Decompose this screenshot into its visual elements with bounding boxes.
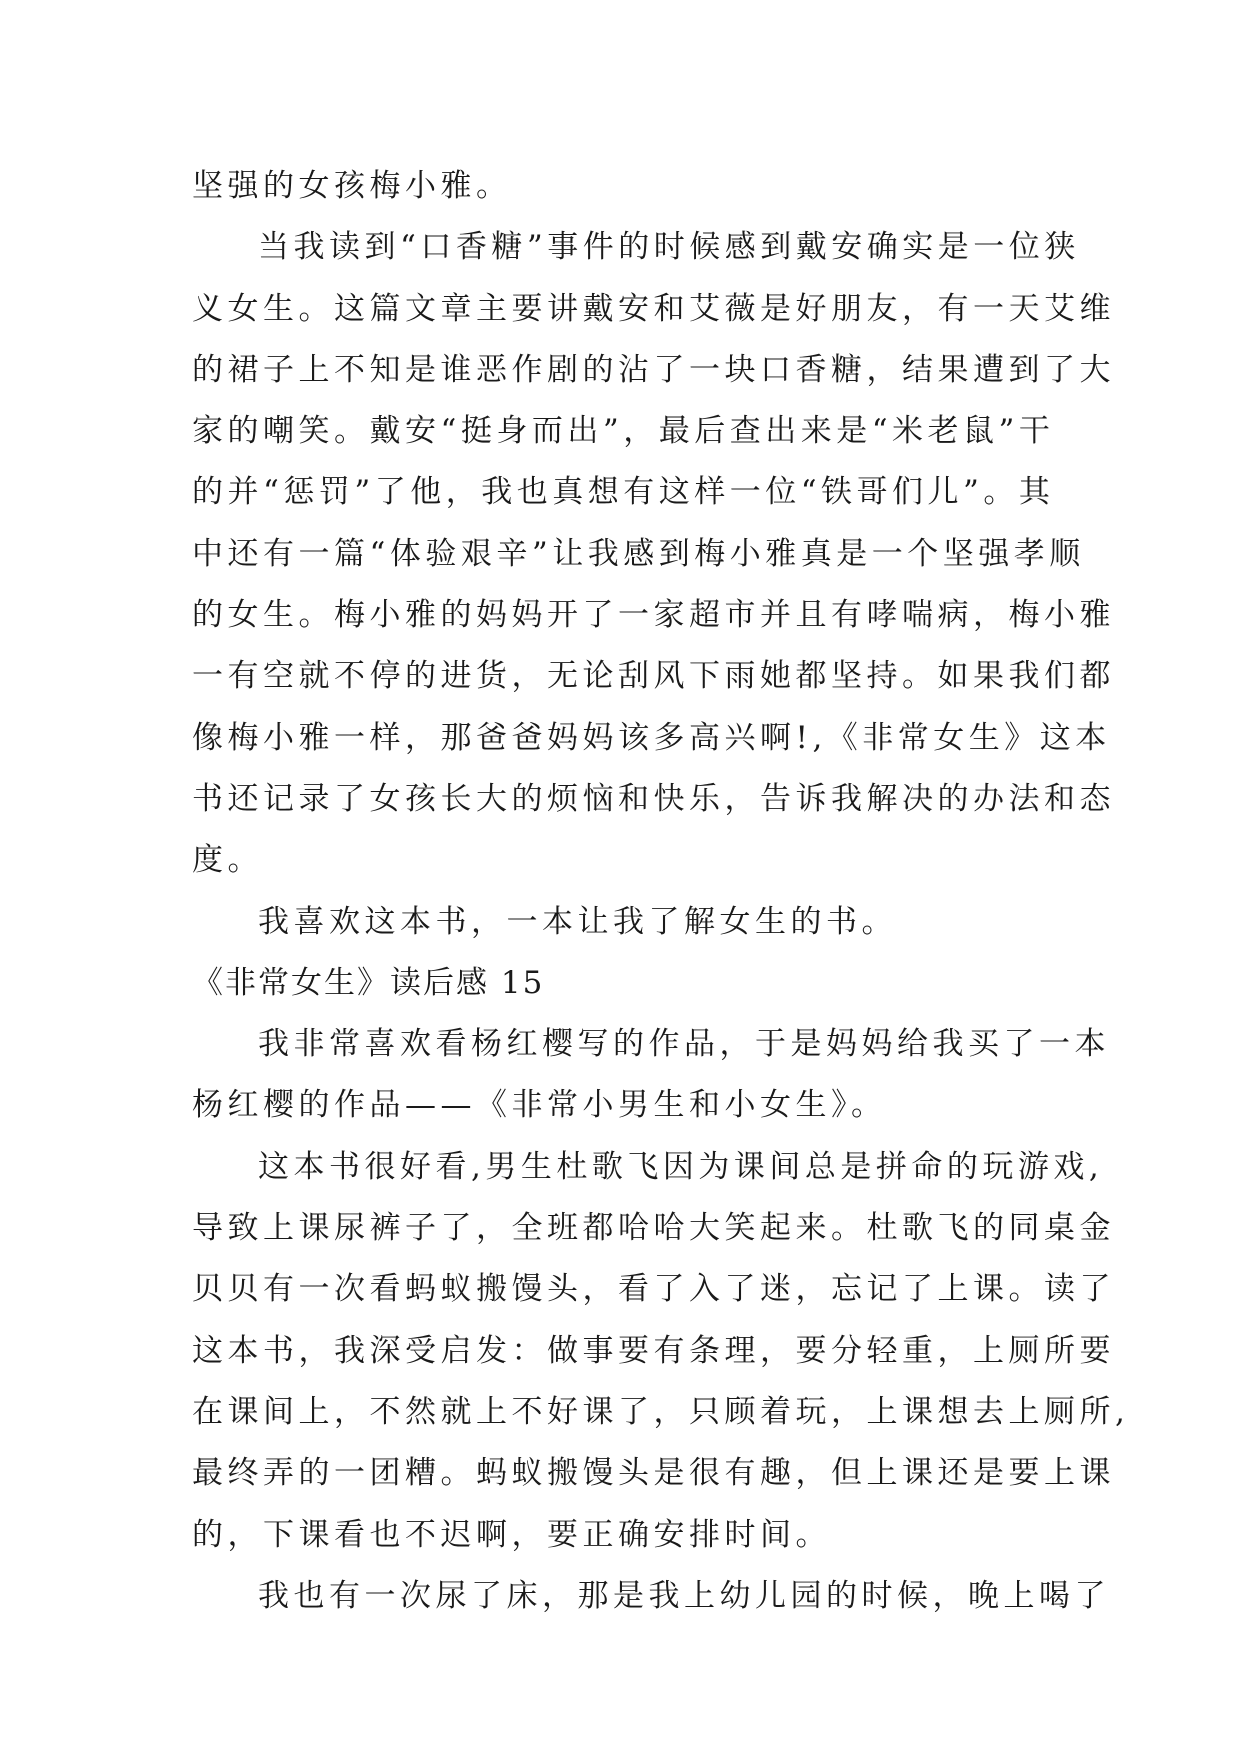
text-line: 这本书，我深受启发：做事要有条理，要分轻重，上厕所要 <box>192 1332 1115 1369</box>
text-line: 度。 <box>192 842 263 879</box>
text-line: 像梅小雅一样，那爸爸妈妈该多高兴啊!,《非常女生》这本 <box>192 719 1111 756</box>
text-line: 我非常喜欢看杨红樱写的作品，于是妈妈给我买了一本 <box>258 1026 1110 1063</box>
text-line: 书还记录了女孩长大的烦恼和快乐，告诉我解决的办法和态 <box>192 780 1115 817</box>
text-line: 这本书很好看,男生杜歌飞因为课间总是拼命的玩游戏, <box>258 1148 1104 1185</box>
text-line: 在课间上，不然就上不好课了，只顾着玩，上课想去上厕所, <box>192 1393 1130 1430</box>
text-line: 贝贝有一次看蚂蚁搬馒头，看了入了迷，忘记了上课。读了 <box>192 1271 1115 1308</box>
text-line: 中还有一篇“体验艰辛”让我感到梅小雅真是一个坚强孝顺 <box>192 535 1085 572</box>
text-line: 的，下课看也不迟啊，要正确安排时间。 <box>192 1516 831 1553</box>
text-line: 导致上课尿裤子了，全班都哈哈大笑起来。杜歌飞的同桌金 <box>192 1210 1115 1247</box>
text-line: 我喜欢这本书，一本让我了解女生的书。 <box>258 903 897 940</box>
text-line: 家的嘲笑。戴安“挺身而出”，最后查出来是“米老鼠”干 <box>192 413 1055 450</box>
document-body <box>192 156 1130 1627</box>
text-line: 的并“惩罚”了他，我也真想有这样一位“铁哥们儿”。其 <box>192 474 1055 511</box>
text-line: 最终弄的一团糟。蚂蚁搬馒头是很有趣，但上课还是要上课 <box>192 1455 1115 1492</box>
text-line: 我也有一次尿了床，那是我上幼儿园的时候，晚上喝了 <box>258 1577 1110 1614</box>
text-line: 的裙子上不知是谁恶作剧的沾了一块口香糖，结果遭到了大 <box>192 351 1115 388</box>
text-line: 当我读到“口香糖”事件的时候感到戴安确实是一位狭 <box>258 229 1080 266</box>
text-line: 杨红樱的作品——《非常小男生和小女生》。 <box>192 1087 887 1124</box>
text-line: 义女生。这篇文章主要讲戴安和艾薇是好朋友，有一天艾维 <box>192 290 1115 327</box>
text-line: 一有空就不停的进货，无论刮风下雨她都坚持。如果我们都 <box>192 658 1115 695</box>
text-line: 的女生。梅小雅的妈妈开了一家超市并且有哮喘病，梅小雅 <box>192 597 1115 634</box>
section-heading: 《非常女生》读后感 15 <box>192 964 545 1001</box>
text-line: 坚强的女孩梅小雅。 <box>192 168 512 204</box>
